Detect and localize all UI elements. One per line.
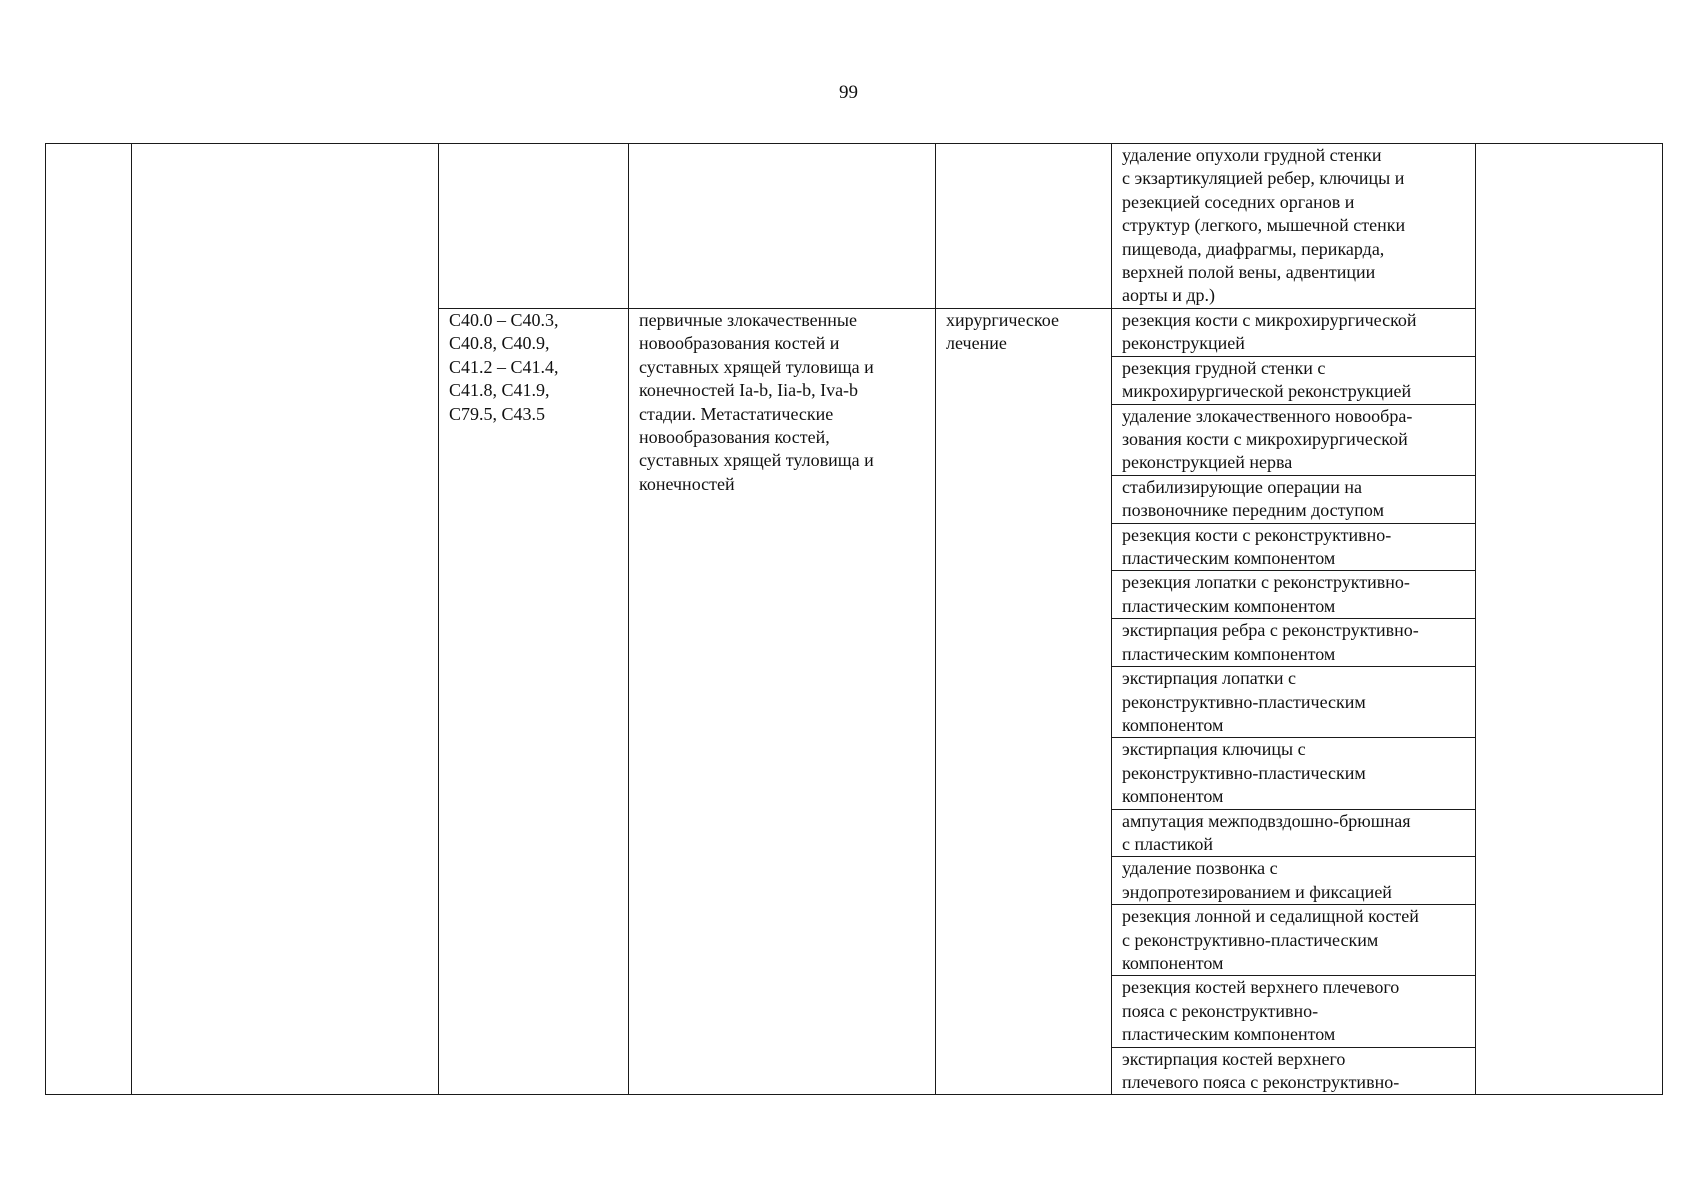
procedure-cell [1112,144,1476,309]
procedure-cell [1112,356,1476,404]
procedure-text: удаление злокачественного новообра- зования кости с микрохирургической реконструкцией нерва [1122,405,1413,473]
procedure-cell [1112,404,1476,475]
procedure-cell [1112,905,1476,976]
treatment-cell-continued [936,144,1112,309]
codes-cell [439,309,629,1095]
continuation-row [46,144,1663,309]
procedure-cell [1112,857,1476,905]
procedure-text: удаление опухоли грудной стенки с экзартикуляцией ребер, ключицы и резекцией соседних органов и структур (легкого, мышечной стенки пищевода, диафрагмы, перикарда, верхней полой вены, адвентиции аорты и др.) [1122,145,1406,306]
procedure-text: стабилизирующие операции на позвоночнике передним доступом [1122,476,1384,521]
codes-text: C40.0 – C40.3, C40.8, C40.9, C41.2 – C41.4, C41.8, C41.9, C79.5, C43.5 [449,310,559,424]
tariff-cell [1476,144,1663,1095]
diagnosis-cell [629,309,936,1095]
procedure-cell [1112,309,1476,357]
procedure-text: экстирпация лопатки с реконструктивно-пластическим компонентом [1122,668,1366,735]
procedure-cell [1112,667,1476,738]
procedure-text: резекция лопатки с реконструктивно- пластическим компонентом [1122,572,1410,616]
procedure-text: экстирпация ребра с реконструктивно- пластическим компонентом [1122,620,1419,664]
procedure-text: резекция кости с реконструктивно- пластическим компонентом [1122,524,1392,569]
procedure-text: резекция лонной и седалищной костей с реконструктивно-пластическим компонентом [1122,906,1419,973]
procedure-cell [1112,475,1476,523]
procedure-text: удаление позвонка с эндопротезированием и фиксацией [1122,858,1392,902]
procedure-text: экстирпация костей верхнего плечевого пояса с реконструктивно- [1122,1048,1400,1092]
care-type-cell [132,144,439,1095]
procedure-text: экстирпация ключицы с реконструктивно-пластическим компонентом [1122,739,1366,807]
procedure-cell [1112,523,1476,571]
procedure-text: резекция костей верхнего плечевого пояса с реконструктивно- пластическим компонентом [1122,977,1400,1045]
diagnosis-text: первичные злокачественные новообразования костей и суставных хрящей туловища и конечностей Ia-b, Iia-b, Iva-b стадии. Метастатические новообразования костей, суставных хрящей туловища и конечностей [639,310,874,494]
medical-care-table [45,143,1663,1095]
procedure-text: резекция грудной стенки с микрохирургической реконструкцией [1122,357,1412,402]
page-number: 99 [839,82,858,103]
codes-cell-continued [439,144,629,309]
treatment-text: хирургическое лечение [946,310,1059,354]
procedure-cell [1112,571,1476,619]
treatment-cell [936,309,1112,1095]
procedure-cell [1112,738,1476,809]
procedure-text: резекция кости с микрохирургической реконструкцией [1122,310,1417,354]
number-cell [46,144,132,1095]
procedure-text: ампутация межподвздошно-брюшная с пластикой [1122,810,1411,854]
procedure-cell [1112,809,1476,857]
procedure-cell [1112,619,1476,667]
procedure-cell [1112,976,1476,1047]
procedure-cell [1112,1047,1476,1095]
diagnosis-cell-continued [629,144,936,309]
